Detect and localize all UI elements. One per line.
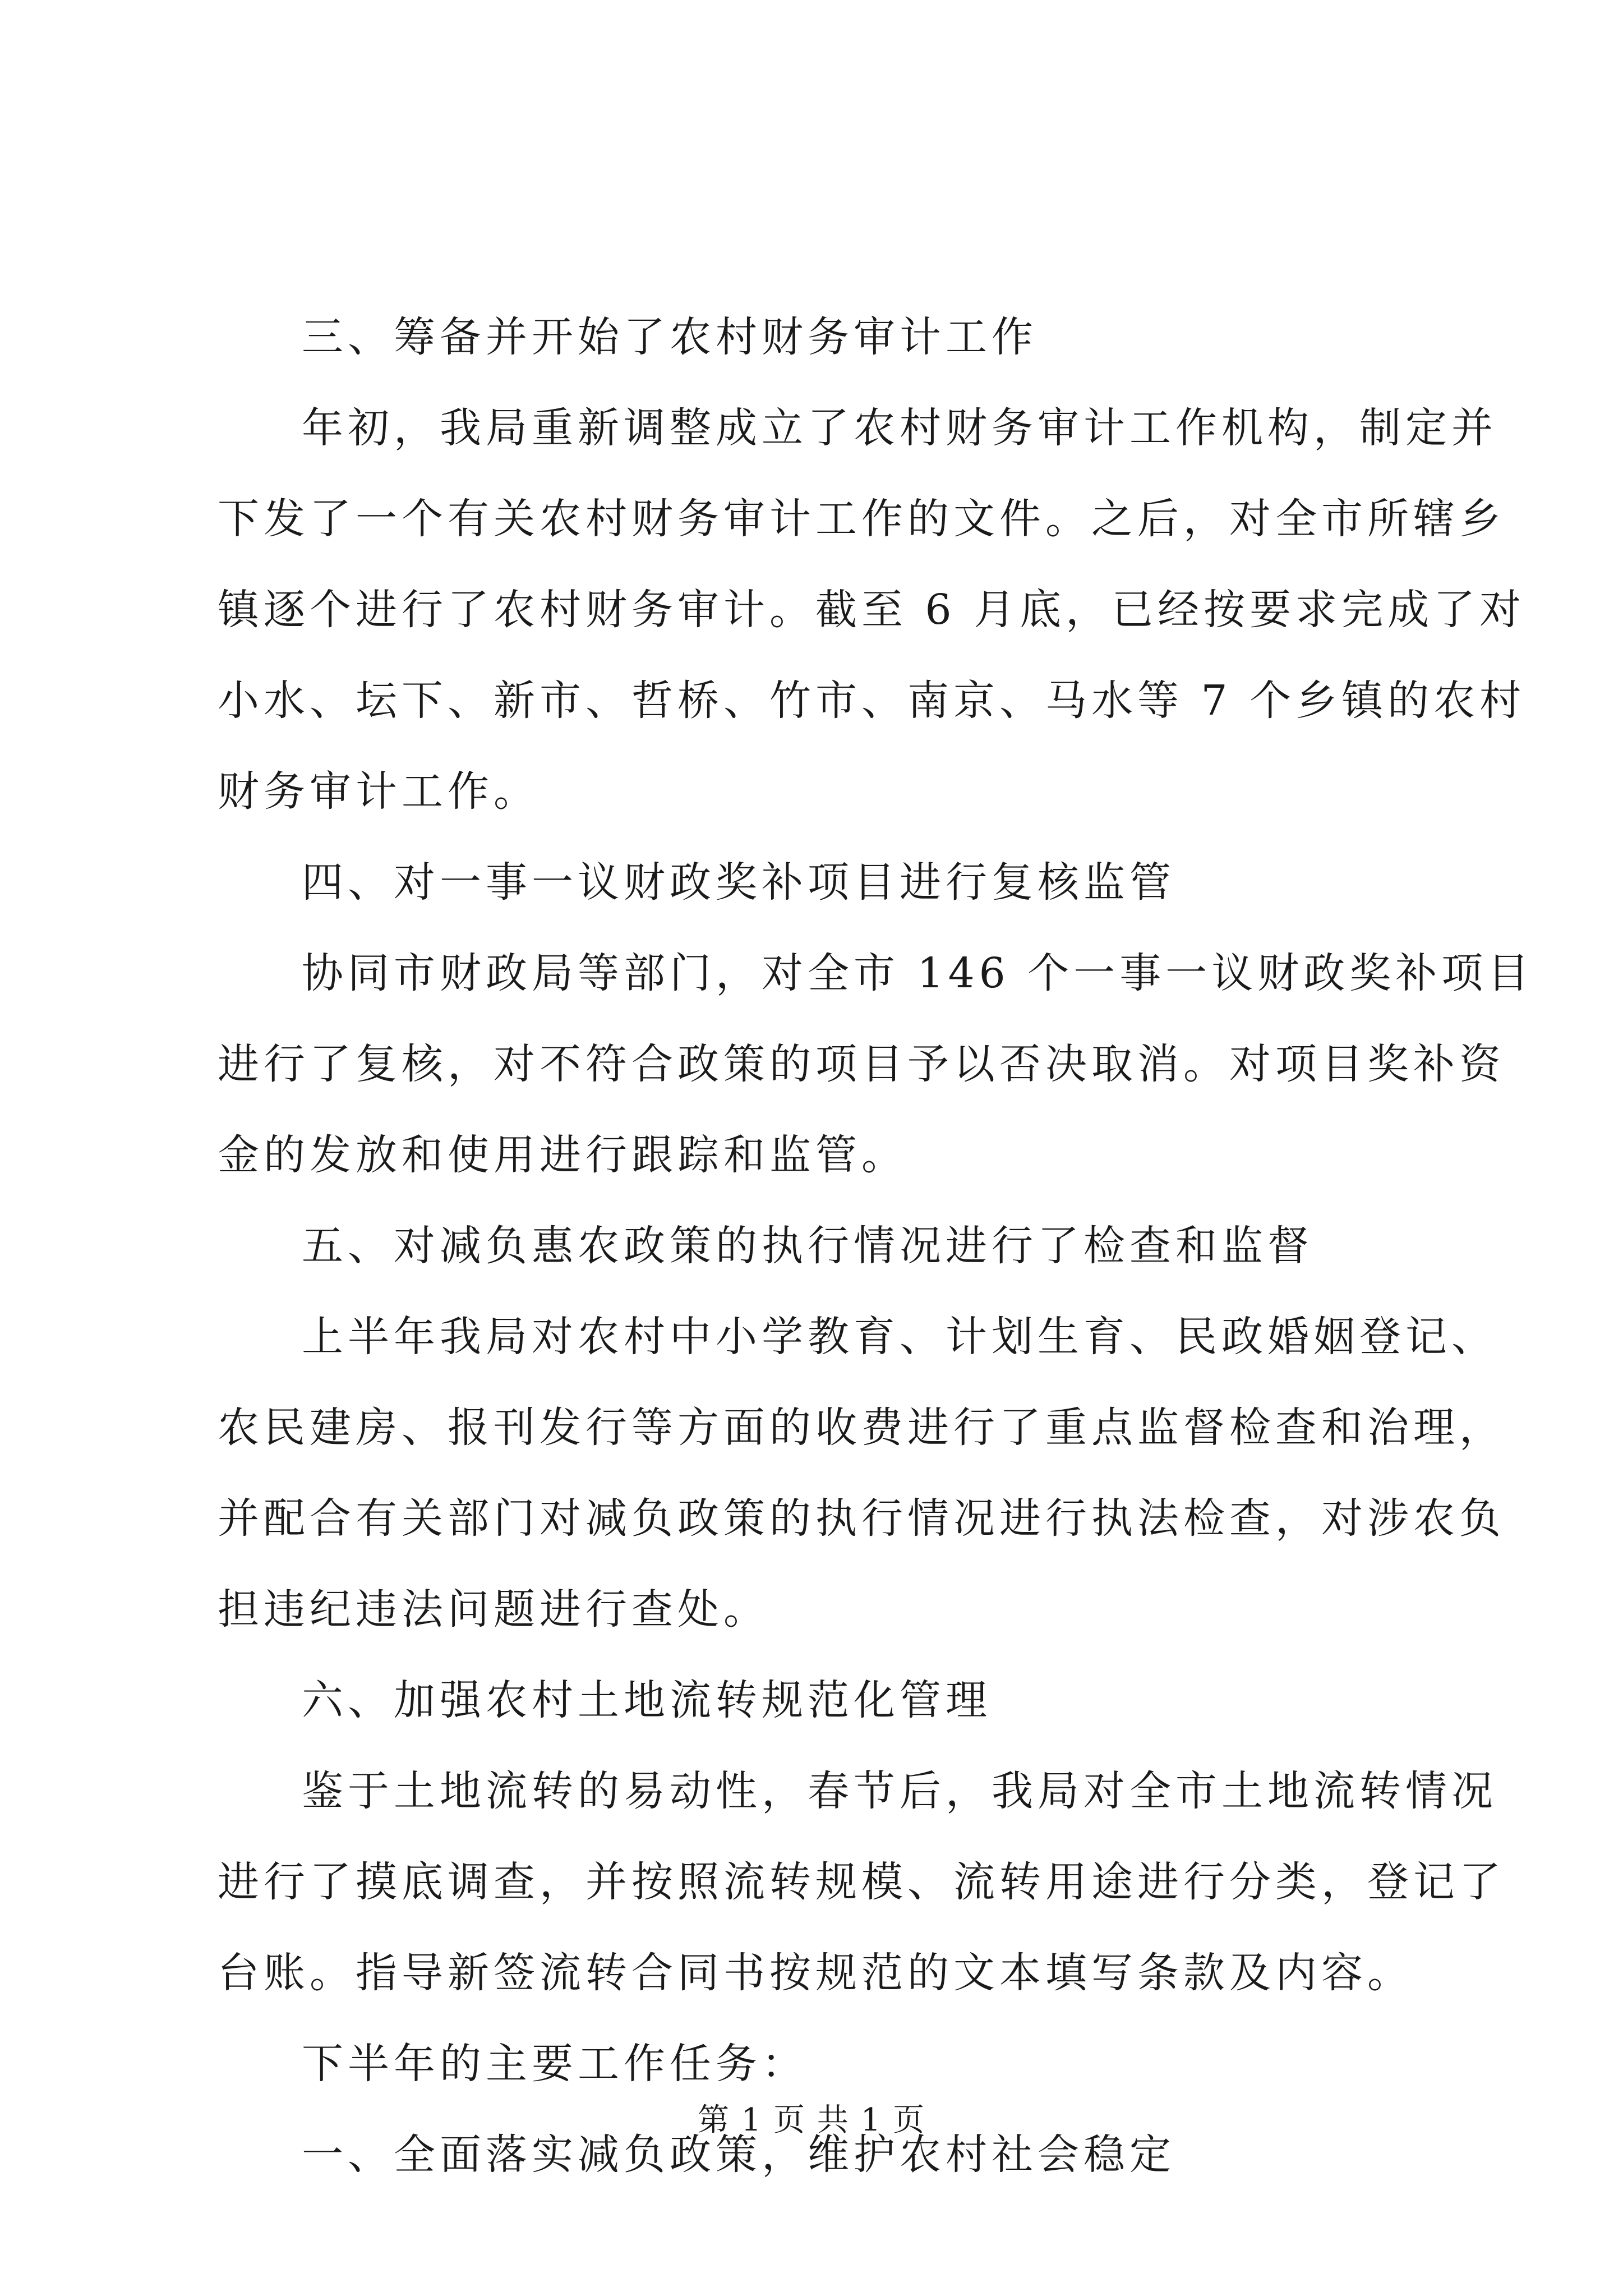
- section-heading-1: 一、全面落实减负政策，维护农村社会稳定: [302, 2131, 1175, 2179]
- page-footer: 第 1 页 共 1 页: [697, 2102, 926, 2138]
- paragraph-line: 金的发放和使用进行跟踪和监管。: [218, 1131, 907, 1179]
- paragraph-line: 并配合有关部门对减负政策的执行情况进行执法检查，对涉农负: [218, 1494, 1505, 1543]
- paragraph-line: 小水、坛下、新市、哲桥、竹市、南京、马水等 7 个乡镇的农村: [218, 677, 1526, 725]
- section-heading-6: 六、加强农村土地流转规范化管理: [302, 1676, 992, 1724]
- paragraph-line: 协同市财政局等部门，对全市 146 个一事一议财政奖补项目: [302, 949, 1534, 997]
- paragraph-line: 台账。指导新签流转合同书按规范的文本填写条款及内容。: [218, 1949, 1413, 1997]
- section-heading-second-half: 下半年的主要工作任务：: [302, 2040, 808, 2088]
- paragraph-line: 进行了复核，对不符合政策的项目予以否决取消。对项目奖补资: [218, 1040, 1505, 1088]
- paragraph-line: 上半年我局对农村中小学教育、计划生育、民政婚姻登记、: [302, 1313, 1497, 1361]
- document-body: [218, 292, 1534, 2200]
- paragraph-line: 财务审计工作。: [218, 767, 540, 816]
- paragraph-line: 农民建房、报刊发行等方面的收费进行了重点监督检查和治理，: [218, 1404, 1505, 1452]
- paragraph-line: 鉴于土地流转的易动性，春节后，我局对全市土地流转情况: [302, 1767, 1497, 1815]
- section-heading-4: 四、对一事一议财政奖补项目进行复核监管: [302, 858, 1175, 907]
- paragraph-line: 年初，我局重新调整成立了农村财务审计工作机构，制定并: [302, 404, 1497, 452]
- paragraph-line: 进行了摸底调查，并按照流转规模、流转用途进行分类，登记了: [218, 1858, 1505, 1906]
- paragraph-line: 镇逐个进行了农村财务审计。截至 6 月底，已经按要求完成了对: [218, 586, 1526, 634]
- section-heading-5: 五、对减负惠农政策的执行情况进行了检查和监督: [302, 1222, 1313, 1270]
- section-heading-3: 三、筹备并开始了农村财务审计工作: [302, 313, 1038, 361]
- paragraph-line: 担违纪违法问题进行查处。: [218, 1585, 769, 1634]
- paragraph-line: 下发了一个有关农村财务审计工作的文件。之后，对全市所辖乡: [218, 495, 1505, 543]
